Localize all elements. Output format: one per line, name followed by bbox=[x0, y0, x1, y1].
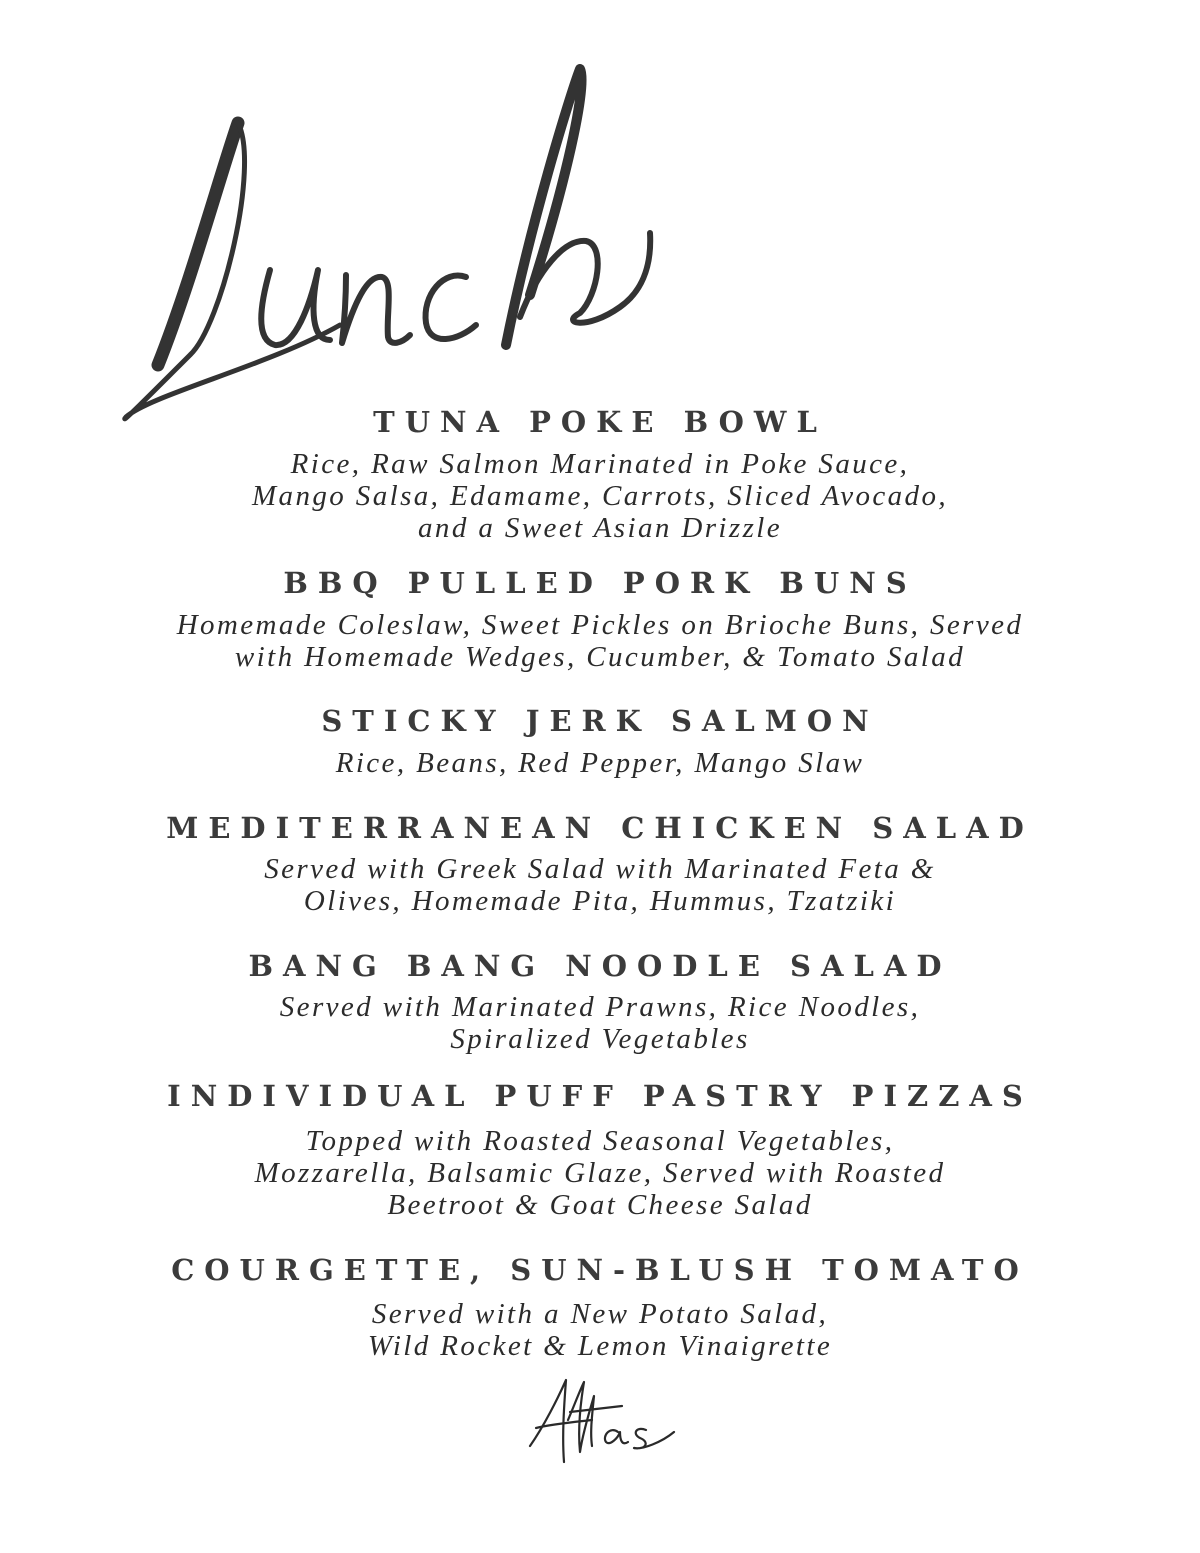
description-line: Topped with Roasted Seasonal Vegetables, bbox=[305, 1125, 895, 1157]
description-line: Rice, Beans, Red Pepper, Mango Slaw bbox=[335, 747, 865, 779]
dish-name: TUNA POKE BOWL bbox=[373, 405, 827, 439]
dish-description bbox=[0, 448, 1200, 544]
dish-description bbox=[0, 991, 1200, 1055]
description-line: Served with Greek Salad with Marinated Feta & bbox=[264, 853, 936, 885]
dish-description bbox=[0, 609, 1200, 673]
description-line: Mango Salsa, Edamame, Carrots, Sliced Avocado, bbox=[252, 480, 948, 512]
description-line: Olives, Homemade Pita, Hummus, Tzatziki bbox=[303, 885, 897, 917]
description-line: and a Sweet Asian Drizzle bbox=[418, 512, 782, 544]
dish-description bbox=[0, 1125, 1200, 1221]
description-line: Homemade Coleslaw, Sweet Pickles on Brioche Buns, Served bbox=[176, 609, 1024, 641]
dish-description bbox=[0, 853, 1200, 917]
description-line: Spiralized Vegetables bbox=[450, 1023, 750, 1055]
description-line: Wild Rocket & Lemon Vinaigrette bbox=[367, 1330, 833, 1362]
description-line: Served with Marinated Prawns, Rice Noodles, bbox=[279, 991, 921, 1023]
dish-description bbox=[0, 747, 1200, 779]
dish-name: BANG BANG NOODLE SALAD bbox=[248, 949, 952, 983]
description-line: Beetroot & Goat Cheese Salad bbox=[387, 1189, 813, 1221]
dish-description bbox=[0, 1298, 1200, 1362]
dish-name: COURGETTE, SUN-BLUSH TOMATO bbox=[171, 1253, 1029, 1287]
description-line: Rice, Raw Salmon Marinated in Poke Sauce, bbox=[290, 448, 910, 480]
description-line: with Homemade Wedges, Cucumber, & Tomato Salad bbox=[234, 641, 966, 673]
attas-signature-logo bbox=[522, 1376, 682, 1466]
description-line: Served with a New Potato Salad, bbox=[371, 1298, 829, 1330]
dish-name: BBQ PULLED PORK BUNS bbox=[283, 566, 917, 600]
dish-name: MEDITERRANEAN CHICKEN SALAD bbox=[166, 811, 1034, 845]
lunch-script-title bbox=[110, 55, 670, 435]
dish-name: INDIVIDUAL PUFF PASTRY PIZZAS bbox=[167, 1079, 1033, 1113]
description-line: Mozzarella, Balsamic Glaze, Served with Roasted bbox=[254, 1157, 946, 1189]
dish-name: STICKY JERK SALMON bbox=[321, 704, 879, 738]
